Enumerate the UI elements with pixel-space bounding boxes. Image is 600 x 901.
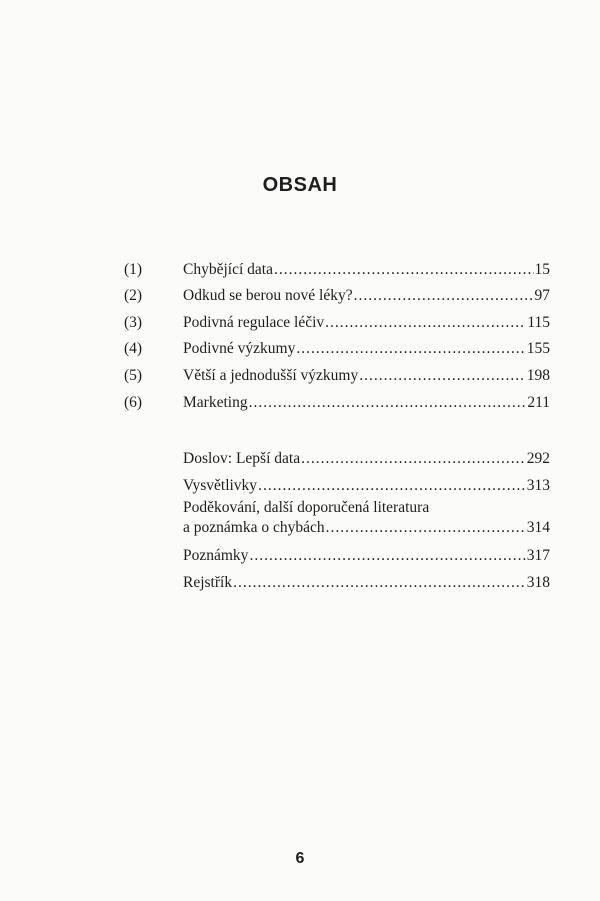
entry-title-line-2: a poznámka o chybách xyxy=(183,518,325,536)
chapter-title: Větší a jednodušší výzkumy xyxy=(183,366,359,384)
dot-leader xyxy=(354,287,534,305)
page-reference: 314 xyxy=(526,518,550,536)
chapter-number: (5) xyxy=(124,366,143,384)
page-reference: 313 xyxy=(526,476,550,494)
dot-leader xyxy=(249,394,527,412)
toc-entry-chapter-6 xyxy=(118,389,550,416)
toc-entry-chapter-2 xyxy=(118,283,550,310)
toc-entry-acknowledgements xyxy=(118,499,550,543)
contents-heading: OBSAH xyxy=(262,174,338,196)
dot-leader xyxy=(274,261,534,279)
section-gap xyxy=(118,416,550,446)
page-reference: 15 xyxy=(534,260,550,278)
page-reference: 155 xyxy=(526,340,550,358)
entry-title: Doslov: Lepší data xyxy=(183,450,301,468)
page-number: 6 xyxy=(295,850,305,867)
toc-entry-chapter-5 xyxy=(118,362,550,389)
chapter-title: Podivná regulace léčiv xyxy=(183,313,325,331)
chapter-number: (3) xyxy=(124,313,143,331)
dot-leader xyxy=(249,547,525,565)
entry-title-line-1: Poděkování, další doporučená literatura xyxy=(183,498,430,516)
toc-entry-notes xyxy=(118,543,550,570)
chapter-number: (2) xyxy=(124,287,143,305)
page-reference: 211 xyxy=(527,393,550,411)
chapter-title: Podivné výzkumy xyxy=(183,340,296,358)
toc-entry-index xyxy=(118,569,550,596)
chapter-number: (6) xyxy=(124,393,143,411)
toc-entry-chapter-3 xyxy=(118,309,550,336)
dot-leader xyxy=(325,314,526,332)
dot-leader xyxy=(301,450,526,468)
table-of-contents xyxy=(118,256,550,596)
entry-title: Vysvětlivky xyxy=(183,476,258,494)
dot-leader xyxy=(296,340,525,358)
page-reference: 292 xyxy=(526,450,550,468)
dot-leader xyxy=(258,477,526,495)
chapter-title: Odkud se berou nové léky? xyxy=(183,287,353,305)
page-reference: 198 xyxy=(526,366,550,384)
toc-entry-glossary xyxy=(118,472,550,499)
dot-leader xyxy=(233,574,526,592)
chapter-number: (1) xyxy=(124,260,143,278)
chapter-title: Chybějící data xyxy=(183,260,273,278)
chapter-number: (4) xyxy=(124,340,143,358)
page-reference: 317 xyxy=(526,547,550,565)
page-reference: 115 xyxy=(527,313,550,331)
dot-leader xyxy=(326,519,526,537)
toc-entry-chapter-1 xyxy=(118,256,550,283)
entry-title: Poznámky xyxy=(183,547,249,565)
dot-leader xyxy=(359,367,526,385)
toc-entry-afterword xyxy=(118,446,550,473)
page-reference: 97 xyxy=(534,287,550,305)
toc-entry-chapter-4 xyxy=(118,336,550,363)
chapter-title: Marketing xyxy=(183,393,248,411)
page-reference: 318 xyxy=(526,573,550,591)
entry-title: Rejstřík xyxy=(183,573,233,591)
